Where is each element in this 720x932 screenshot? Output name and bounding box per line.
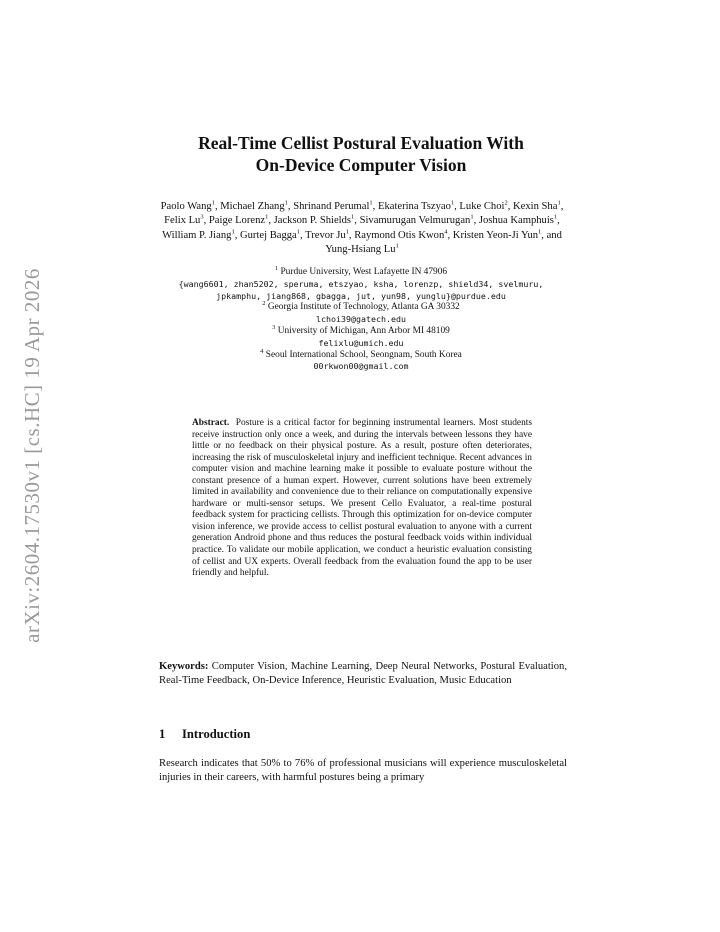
author-name: Trevor Ju [305,229,346,241]
affiliation-email: 00rkwon00@gmail.com [313,361,409,372]
author-affiliation-mark: 4 [444,228,448,236]
author [162,230,235,241]
abstract-label: Abstract. [192,418,230,428]
author-affiliation-mark: 1 [211,199,215,207]
author-affiliation-mark: 1 [369,199,373,207]
section-number: 1 [159,727,166,741]
affiliation-number: 1 [274,264,279,272]
abstract-text: Posture is a critical factor for beginning instrumental learners. Most students receive instruction only once a week, and during the intervals between lessons they have little or no feedback on their physical posture. As a result, posture often deteriorates, increasing the risk of musculoskeletal injury and inefficient technique. Recent advances in computer vision and machine learning make it possible to evaluate posture without the constant presence of a human expert. However, current solutions have been extremely limited in availability and convenience due to their reliance on computationally expensive hardware or multi-sensor setups. We present Cello Evaluator, a real-time postural feedback system for practicing cellists. Through this optimization for on-device computer vision inference, we provide access to cellist postural evaluation to anyone with a current generation Android phone and thus reduces the postural feedback voids within individual practice. To validate our mobile application, we conduct a heuristic evaluation consisting of cellist and UX experts. Overall feedback from the evaluation found the app to be user friendly and helpful. [192,418,533,579]
keywords [159,660,567,687]
affiliation-name: Purdue University, West Lafayette IN 47906 [280,267,448,277]
author-affiliation-mark: 1 [284,199,288,207]
arxiv-stamp [12,265,52,645]
author [453,230,542,241]
author [220,201,288,212]
author-name: Paolo Wang [160,201,212,212]
author-name: Kexin Sha [513,201,558,212]
arxiv-stamp-text: arXiv:2604.17530v1 [cs.HC] 19 Apr 2026 [19,267,44,643]
author [240,230,300,241]
author-name: Michael Zhang [220,201,285,212]
author-affiliation-mark: 1 [231,228,235,236]
author-affiliation-mark: 1 [538,228,542,236]
section-heading [159,726,567,742]
author [209,215,268,226]
keywords-label: Keywords: [159,661,209,672]
affiliation-name: Georgia Institute of Technology, Atlanta GA 30332 [267,302,460,313]
author-list: Paolo Wang$^1$, Michael Zhang$^1$, Shrinand Perumal$^1$, Ekaterina Tszyao$^1$, Luke Choi$^2$, Kexin Sha$^1$, Felix Lu$^3$, Paige Lorenz$^1$, Jackson P. Shields$^1$, Sivamurugan Velmurugan$^1$, Joshua Kamphuis$^1$, William P. Jiang$^1$, Gurtej Bagga$^1$, Trevor Ju$^1$, Raymond Otis Kwon$^4$, Kristen Yeon-Ji Yun$^1$, and Yung-Hsiang Lu$^1$ [160,199,564,255]
author-name: Paige Lorenz [208,215,266,227]
author-name: Kristen Yeon-Ji Yun [452,229,539,241]
author [354,230,447,241]
paper-title [140,132,582,176]
affiliation-name: University of Michigan, Ann Arbor MI 48109 [277,325,450,336]
affiliation [140,302,582,314]
affiliation [140,264,582,279]
intro-paragraph: Research indicates that 50% to 76% of professional musicians will experience musculoskeletal injuries in their careers, with harmful postures being a primary [159,758,567,783]
affiliation-email: felixlu@umich.edu [318,337,404,348]
author-affiliation-mark: 3 [200,213,204,221]
affiliation-email: lchoi39@gatech.edu [316,314,406,325]
affiliation-number: 3 [272,323,276,331]
abstract [192,418,532,580]
affiliation-number: 2 [262,300,266,308]
title-line-1: Real-Time Cellist Postural Evaluation With [198,133,524,153]
author-name: William P. Jiang [162,229,232,241]
affiliation-email: {wang6601, zhan5202, speruma, etszyao, ksha, lorenzp, shield34, svelmuru, [178,278,544,289]
author [305,230,349,241]
author-name: Felix Lu [164,215,201,227]
author-name: Raymond Otis Kwon [354,229,445,241]
title-line-2: On-Device Computer Vision [255,155,467,175]
author [325,244,399,255]
author-affiliation-mark: 2 [504,199,508,207]
author-name: Gurtej Bagga [239,229,297,241]
author-affiliation-mark: 1 [345,228,349,236]
author-name: Joshua Kamphuis [478,215,554,227]
section-title: Introduction [182,727,251,741]
author [479,215,557,226]
author [161,201,215,212]
author-name: Sivamurugan Velmurugan [359,215,471,227]
author-name: Luke Choi [459,201,505,212]
affiliation [140,323,582,338]
affiliation-email: jpkamphu, jiang868, gbagga, jut, yun98, yunglu}@purdue.edu [216,290,506,301]
author-name: Jackson P. Shields [273,215,352,227]
author-affiliation-mark: 1 [395,242,399,250]
author-name: Shrinand Perumal [293,201,370,212]
affiliation-list [140,264,582,373]
author [274,215,355,226]
author-affiliation-mark: 1 [351,213,355,221]
author [360,215,474,226]
author [293,201,372,212]
author [378,201,454,212]
affiliation [140,347,582,362]
author-affiliation-mark: 1 [470,213,474,221]
affiliation-number: 4 [260,347,264,355]
author-affiliation-mark: 1 [265,213,269,221]
keywords-text: Computer Vision, Machine Learning, Deep Neural Networks, Postural Evaluation, Real-Time Feedback, On-Device Inference, Heuristic Evaluation, Music Education [159,661,567,686]
author-affiliation-mark: 1 [557,199,561,207]
affiliation-name: Seoul International School, Seongnam, South Korea [265,349,462,360]
author [513,201,561,212]
author-affiliation-mark: 1 [450,199,455,207]
author-name: Yung-Hsiang Lu [325,243,396,255]
author [164,215,203,226]
author-name: Ekaterina Tszyao [377,201,451,212]
author [459,201,507,212]
author-affiliation-mark: 1 [553,213,558,221]
author-affiliation-mark: 1 [296,228,301,236]
